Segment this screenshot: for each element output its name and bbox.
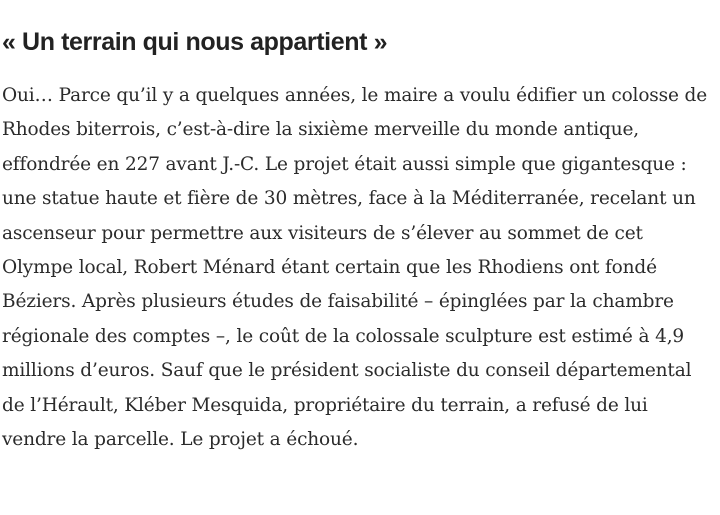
section-heading: « Un terrain qui nous appartient »	[2, 28, 388, 56]
article-section	[2, 0, 714, 457]
article-paragraph: Oui… Parce qu’il y a quelques années, le maire a voulu édifier un colosse de Rhodes biterrois, c’est-à-dire la sixième merveille du monde antique, effondrée en 227 avant J.-C. Le projet était aussi simple que gigantesque : une statue haute et fière de 30 mètres, face à la Méditerranée, recelant un ascenseur pour permettre aux visiteurs de s’élever au sommet de cet Olympe local, Robert Ménard étant certain que les Rhodiens ont fondé Béziers. Après plusieurs études de faisabilité – épinglées par la chambre régionale des comptes –, le coût de la colossale sculpture est estimé à 4,9 millions d’euros. Sauf que le président socialiste du conseil départemental de l’Hérault, Kléber Mesquida, propriétaire du terrain, a refusé de lui vendre la parcelle. Le projet a échoué.	[2, 85, 708, 451]
